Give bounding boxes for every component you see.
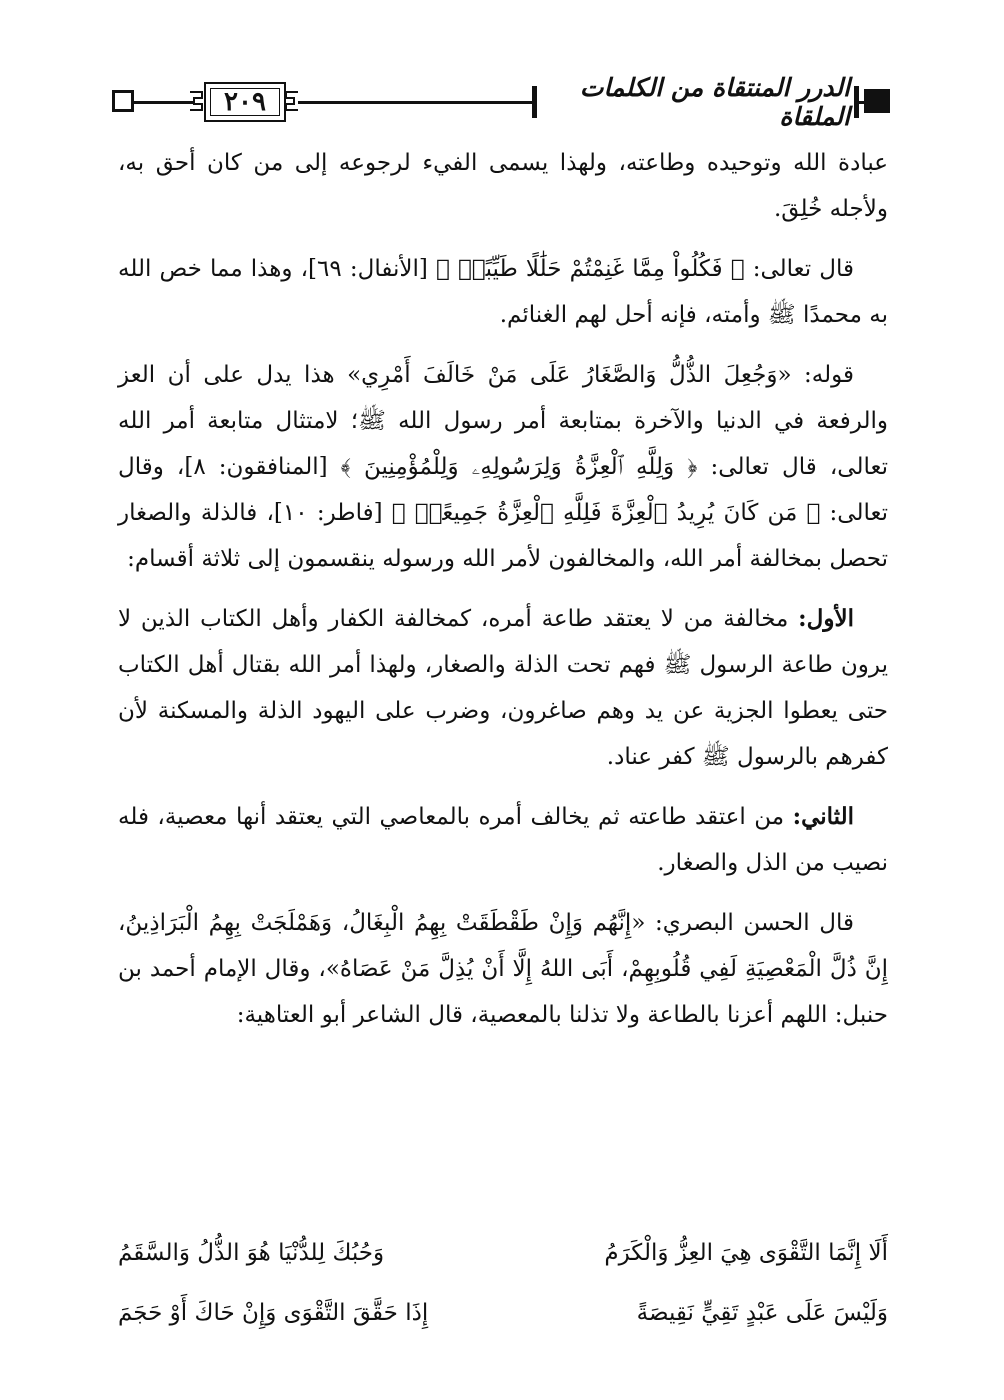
poem-line <box>118 1223 888 1283</box>
poem-line <box>118 1283 888 1343</box>
page-number-box <box>204 82 286 122</box>
paragraph: عبادة الله وتوحيده وطاعته، ولهذا يسمى الفيء لرجوعه إلى من كان أحق به، ولأجله خُلِقَ. <box>118 150 888 222</box>
header-filled-square-ornament <box>864 89 890 113</box>
header-bar-ornament <box>532 86 537 118</box>
paragraph <box>118 794 888 886</box>
poem-hemistich-second: إِذَا حَقَّقَ التَّقْوَى وَإِنْ حَاكَ أَوْ حَجَمَ <box>118 1300 429 1326</box>
poem-hemistich-second: وَحُبُكَ لِلدُّنْيَا هُوَ الذُّلُ وَالسَّقَمُ <box>118 1240 385 1266</box>
paragraph-text: من اعتقد طاعته ثم يخالف أمره بالمعاصي التي يعتقد أنها معصية، فله نصيب من الذل والصغار. <box>118 804 888 876</box>
poem <box>118 1223 888 1343</box>
paragraph <box>118 596 888 780</box>
page-number: ٢٠٩ <box>224 87 266 117</box>
main-text <box>118 140 888 1052</box>
book-title: الدرر المنتقاة من الكلمات الملقاة <box>550 80 850 124</box>
running-header <box>112 74 888 132</box>
header-rule-middle <box>298 101 532 104</box>
paragraph: قوله: «وَجُعِلَ الذُّلُّ وَالصَّغَارُ عَلَى مَنْ خَالَفَ أَمْرِي» هذا يدل على أن العز والرفعة في الدنيا والآخرة بمتابعة أمر رسول الله ﷺ؛ لامتثال متابعة أمر الله تعالى، قال تعالى: ﴿ وَلِلَّهِ ٱلْعِزَّةُ وَلِرَسُولِهِۦ وَلِلْمُؤْمِنِينَ ﴾ [المنافقون: ٨]، وقال تعالى: ﴿ مَن كَانَ يُرِيدُ ٱلْعِزَّةَ فَلِلَّهِ ٱلْعِزَّةُ جَمِيعًاۚ ﴾ [فاطر: ١٠]، فالذلة والصغار تحصل بمخالفة أمر الله، والمخالفون لأمر الله ورسوله ينقسمون إلى ثلاثة أقسام: <box>118 362 888 572</box>
paragraph-text: مخالفة من لا يعتقد طاعة أمره، كمخالفة الكفار وأهل الكتاب الذين لا يرون طاعة الرسول ﷺ فهم تحت الذلة والصغار، ولهذا أمر الله بقتال أهل الكتاب حتى يعطوا الجزية عن يد وهم صاغرون، وضرب على اليهود الذلة والمسكنة لأن كفرهم بالرسول ﷺ كفر عناد. <box>118 606 888 770</box>
header-open-square-ornament <box>112 90 134 112</box>
section-lead: الثاني: <box>792 803 854 830</box>
knot-ornament-icon <box>188 88 204 114</box>
header-rule-left <box>134 101 194 104</box>
paragraph: قال تعالى: ﴿ فَكُلُواْ مِمَّا غَنِمْتُمْ حَلَٰلًا طَيِّبًاۚ ﴾ [الأنفال: ٦٩]، وهذا مما خص الله به محمدًا ﷺ وأمته، فإنه أحل لهم الغنائم. <box>118 256 888 328</box>
poem-hemistich-first: وَلَيْسَ عَلَى عَبْدٍ تَقِيٍّ نَقِيصَةً <box>636 1300 888 1326</box>
section-lead: الأول: <box>798 605 854 632</box>
paragraph: قال الحسن البصري: «إِنَّهُم وَإِنْ طَقْطَقَتْ بِهِمُ الْبِغَالُ، وَهَمْلَجَتْ بِهِمُ الْبَرَاذِينُ، إِنَّ ذُلَّ الْمَعْصِيَةِ لَفِي قُلُوبِهِمْ، أَبَى اللهُ إِلَّا أَنْ يُذِلَّ مَنْ عَصَاهُ»، وقال الإمام أحمد بن حنبل: اللهم أعزنا بالطاعة ولا تذلنا بالمعصية، قال الشاعر أبو العتاهية: <box>118 910 888 1028</box>
poem-hemistich-first: أَلَا إِنَّمَا التَّقْوَى هِيَ العِزُّ وَالْكَرَمُ <box>604 1240 888 1266</box>
